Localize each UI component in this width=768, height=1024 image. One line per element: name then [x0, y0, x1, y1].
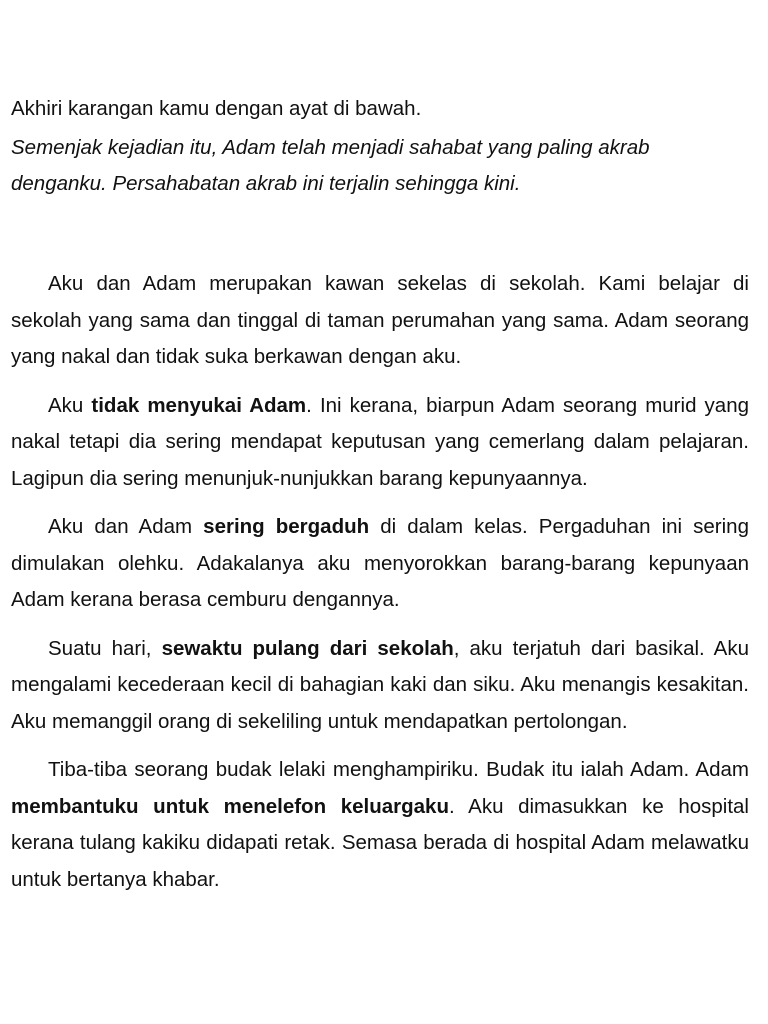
essay-paragraph-4: [11, 631, 749, 741]
essay-paragraph-1: [11, 266, 749, 376]
document-page: [11, 92, 749, 910]
bold-phrase: membantuku untuk menelefon keluargaku: [11, 794, 449, 818]
paragraph-text: . Ini kerana, biarpun Adam seorang murid yang nakal tetapi dia sering mendapat keputusan yang cemerlang dalam pelajaran. Lagipun dia sering menunjuk-nunjukkan barang kepunyaannya.: [11, 393, 749, 490]
paragraph-text: Tiba-tiba seorang budak lelaki menghampiriku. Budak itu ialah Adam. Adam: [48, 758, 749, 781]
paragraph-text: Aku dan Adam: [48, 515, 204, 538]
essay-body: [11, 266, 749, 898]
bold-phrase: tidak menyukai Adam: [91, 393, 307, 417]
paragraph-text: di dalam kelas. Pergaduhan ini sering dimulakan olehku. Adakalanya aku menyorokkan barang-barang kepunyaan Adam kerana berasa cemburu dengannya.: [11, 515, 749, 611]
paragraph-text: , aku terjatuh dari basikal. Aku mengalami kecederaan kecil di bahagian kaki dan siku. Aku menangis kesakitan. Aku memanggil orang di sekeliling untuk mendapatkan pertolongan.: [11, 636, 749, 733]
essay-paragraph-5: [11, 752, 749, 898]
instruction-text: Akhiri karangan kamu dengan ayat di bawah.: [11, 97, 422, 120]
paragraph-text: . Aku dimasukkan ke hospital kerana tulang kakiku didapati retak. Semasa berada di hospital Adam melawatku untuk bertanya khabar.: [11, 794, 749, 891]
paragraph-text: Suatu hari,: [48, 636, 162, 660]
paragraph-text: Aku: [48, 393, 92, 417]
bold-phrase: sewaktu pulang dari sekolah: [161, 636, 454, 660]
essay-paragraph-3: [11, 509, 749, 619]
bold-phrase: sering bergaduh: [203, 515, 370, 538]
essay-paragraph-2: [11, 388, 749, 498]
paragraph-text: Aku dan Adam merupakan kawan sekelas di sekolah. Kami belajar di sekolah yang sama dan tinggal di taman perumahan yang sama. Adam seorang yang nakal dan tidak suka berkawan dengan aku.: [11, 272, 749, 368]
ending-sentence: Semenjak kejadian itu, Adam telah menjadi sahabat yang paling akrab denganku. Persahabatan akrab ini terjalin sehingga kini.: [11, 136, 650, 195]
